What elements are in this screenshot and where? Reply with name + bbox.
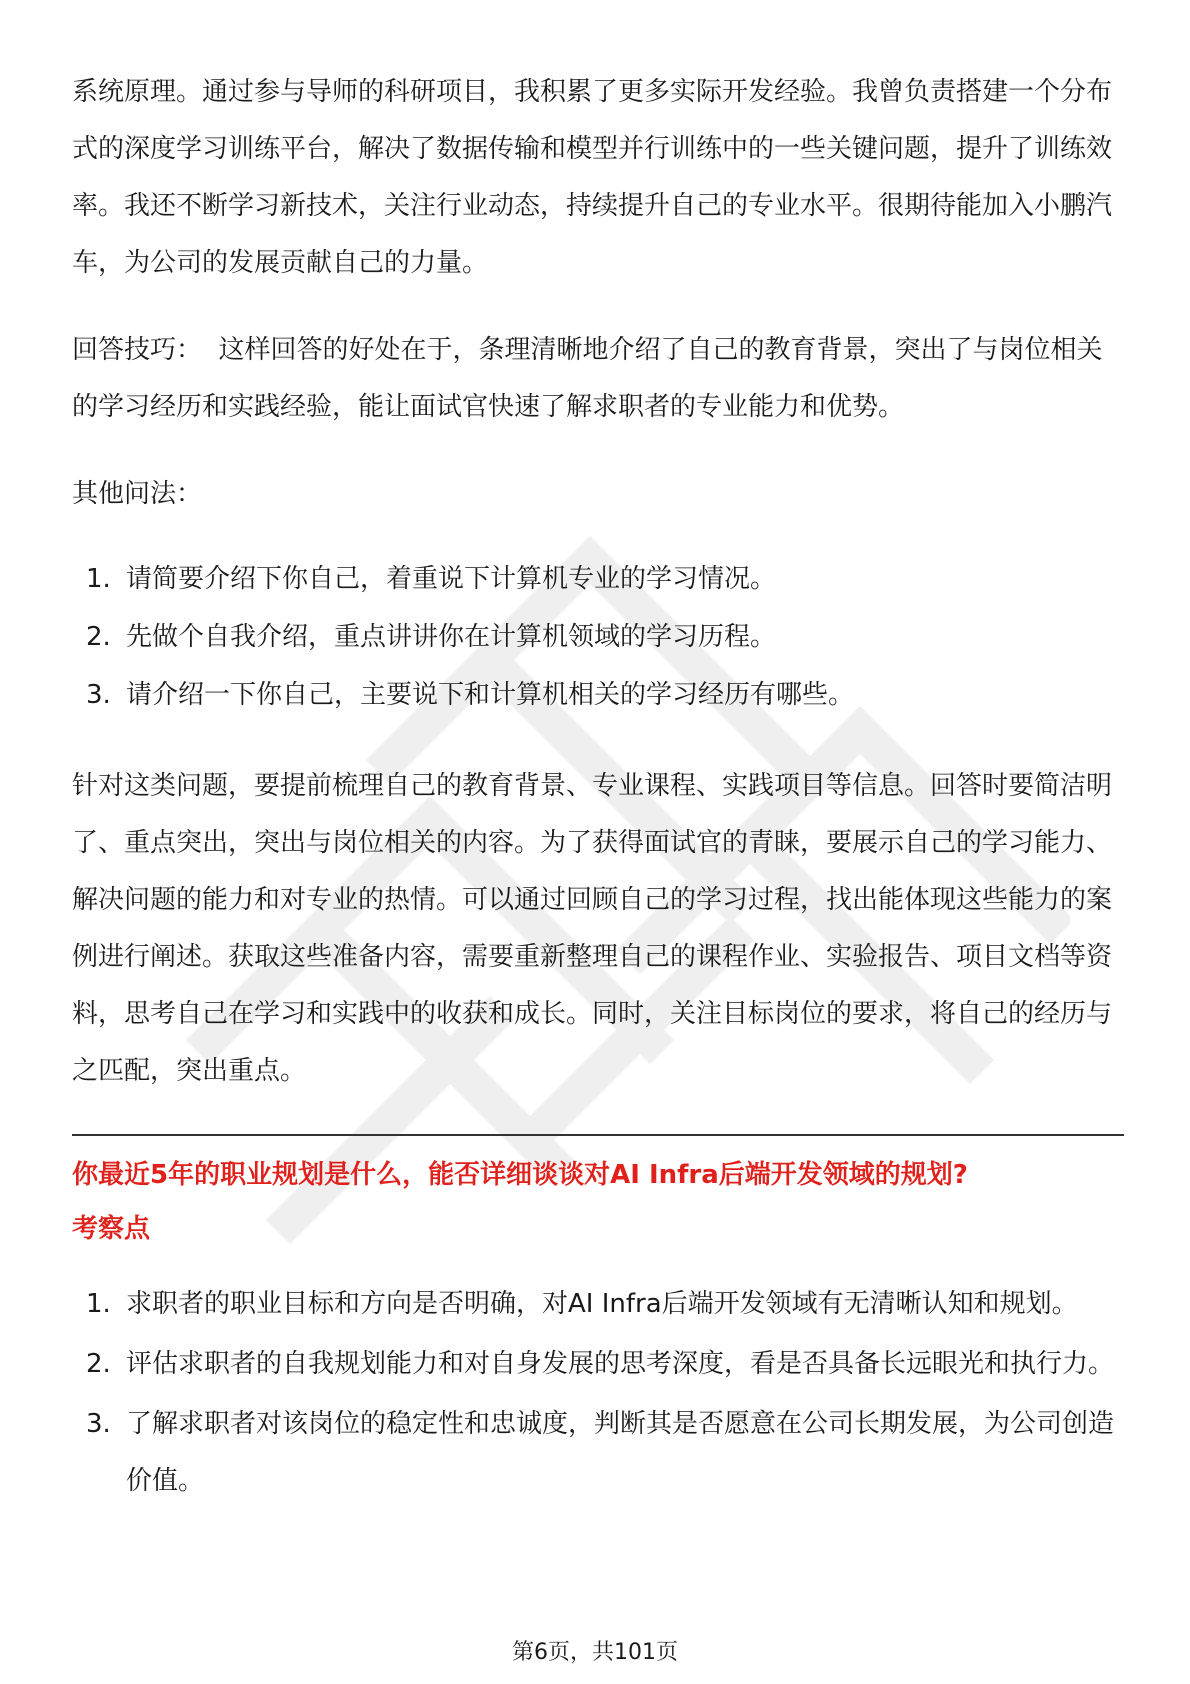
advice-paragraph: 针对这类问题，要提前梳理自己的教育背景、专业课程、实践项目等信息。回答时要简洁明了、重点突出，突出与岗位相关的内容。为了获得面试官的青睐，要展示自己的学习能力、解决问题的能力和对专业的热情。可以通过回顾自己的学习过程，找出能体现这些能力的案例进行阐述。获取这些准备内容，需要重新整理自己的课程作业、实验报告、项目文档等资料，思考自己在学习和实践中的收获和成长。同时，关注目标岗位的要求，将自己的经历与之匹配，突出重点。 (72, 771, 1113, 1086)
section-divider (72, 1134, 1124, 1136)
other-questions-label: 其他问法： (72, 479, 203, 509)
other-questions-list (72, 551, 1124, 724)
page-footer: 第6页，共101页 (512, 1640, 678, 1665)
list-item: 2. 评估求职者的自我规划能力和对自身发展的思考深度，看是否具备长远眼光和执行力。 (86, 1349, 1115, 1379)
tips-label: 回答技巧： (72, 335, 203, 365)
evaluation-points-heading: 考察点 (72, 1214, 151, 1244)
list-item: 3. 了解求职者对该岗位的稳定性和忠诚度，判断其是否愿意在公司长期发展，为公司创造价值。 (86, 1409, 1115, 1496)
list-item: 1. 求职者的职业目标和方向是否明确，对AI Infra后端开发领域有无清晰认知和规划。 (86, 1289, 1078, 1319)
evaluation-points-list (72, 1276, 1124, 1510)
list-item: 3. 请介绍一下你自己，主要说下和计算机相关的学习经历有哪些。 (86, 680, 855, 710)
intro-paragraph: 系统原理。通过参与导师的科研项目，我积累了更多实际开发经验。我曾负责搭建一个分布式的深度学习训练平台，解决了数据传输和模型并行训练中的一些关键问题，提升了训练效率。我还不断学习新技术，关注行业动态，持续提升自己的专业水平。很期待能加入小鹏汽车，为公司的发展贡献自己的力量。 (72, 77, 1113, 278)
list-item: 2. 先做个自我介绍，重点讲讲你在计算机领域的学习历程。 (86, 622, 777, 652)
tips-text: 这样回答的好处在于，条理清晰地介绍了自己的教育背景，突出了与岗位相关的学习经历和实践经验，能让面试官快速了解求职者的专业能力和优势。 (72, 335, 1103, 422)
question-heading: 你最近5年的职业规划是什么，能否详细谈谈对AI Infra后端开发领域的规划? (72, 1160, 968, 1190)
main-content (72, 64, 1124, 1544)
tips-paragraph (72, 322, 1124, 436)
list-item: 1. 请简要介绍下你自己，着重说下计算机专业的学习情况。 (86, 564, 777, 594)
